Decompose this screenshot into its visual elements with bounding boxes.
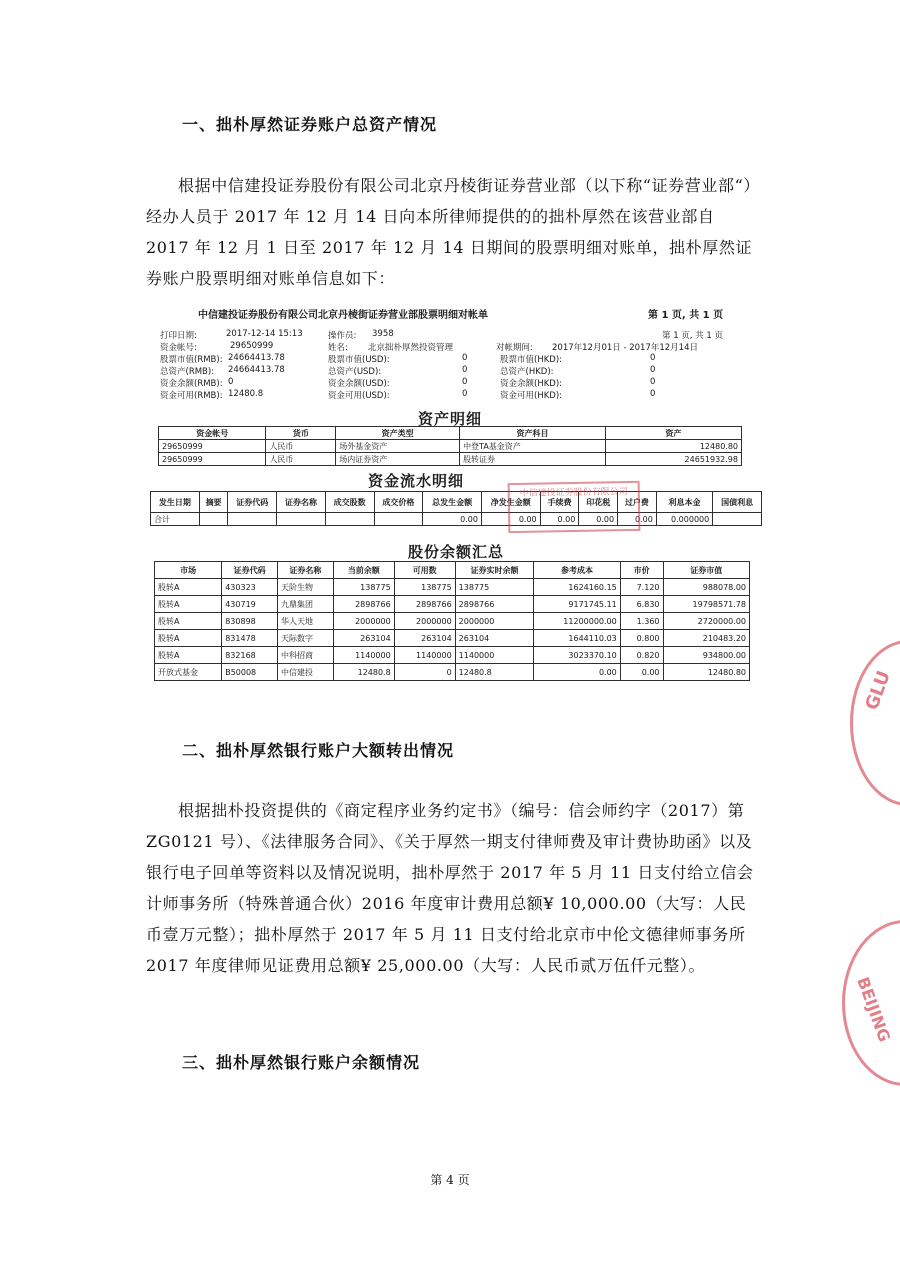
table-row — [155, 664, 750, 681]
table-cell: 263104 — [455, 630, 534, 647]
assets-title: 资产明细 — [418, 410, 483, 428]
table-cell: 股转A — [155, 613, 222, 630]
summary-value: 0 — [228, 377, 234, 387]
table-cell: 263104 — [333, 630, 394, 647]
table-header-cell: 利息本金 — [656, 492, 712, 513]
table-header-cell: 证券代码 — [222, 562, 278, 579]
summary-value: 0 — [462, 389, 468, 399]
account-label: 资金帐号: — [160, 343, 197, 353]
table-cell: 0.000000 — [656, 513, 712, 526]
table-header-cell: 资金帐号 — [159, 427, 266, 440]
table-row — [155, 613, 750, 630]
table-header-cell: 证券名称 — [277, 562, 333, 579]
table-cell: 832168 — [222, 647, 278, 664]
table-cell: 29650999 — [159, 440, 266, 453]
table-cell — [199, 513, 228, 526]
table-cell: 138775 — [333, 579, 394, 596]
section1-heading: 一、拙朴厚然证券账户总资产情况 — [182, 115, 438, 134]
summary-label: 资金可用(RMB): — [160, 391, 223, 401]
table-cell: 0 — [394, 664, 455, 681]
table-header-cell: 可用数 — [394, 562, 455, 579]
table-row — [159, 440, 742, 453]
summary-label: 总资产(HKD): — [500, 367, 554, 377]
summary-value: 0 — [462, 353, 468, 363]
summary-label: 股票市值(HKD): — [500, 355, 563, 365]
section3-heading: 三、拙朴厚然银行账户余额情况 — [182, 1053, 421, 1072]
table-cell: 2000000 — [455, 613, 534, 630]
table-cell: 九鼎集团 — [277, 596, 333, 613]
table-cell: 场外基金资产 — [336, 440, 460, 453]
summary-label: 资金余额(HKD): — [500, 379, 563, 389]
table-cell: 934800.00 — [663, 647, 750, 664]
table-cell: 12480.80 — [663, 664, 750, 681]
table-cell: 1.360 — [620, 613, 663, 630]
table-cell: 430719 — [222, 596, 278, 613]
table-cell: 29650999 — [159, 453, 266, 466]
summary-value: 0 — [650, 353, 656, 363]
statement-page-top: 第 1 页, 共 1 页 — [648, 310, 724, 321]
table-row — [155, 630, 750, 647]
table-cell — [713, 513, 762, 526]
table-cell: 1140000 — [394, 647, 455, 664]
table-cell: 831478 — [222, 630, 278, 647]
summary-label: 资金可用(USD): — [328, 391, 390, 401]
table-cell: 138775 — [394, 579, 455, 596]
table-cell: 股转A — [155, 647, 222, 664]
table-cell: 中登TA基金资产 — [460, 440, 606, 453]
table-cell: 11200000.00 — [534, 613, 620, 630]
table-header-cell: 总发生金额 — [423, 492, 482, 513]
table-cell: 中科招商 — [277, 647, 333, 664]
table-row — [155, 647, 750, 664]
table-header-cell: 市价 — [620, 562, 663, 579]
name: 北京拙朴厚然投资管理 — [368, 343, 454, 353]
table-cell: 2898766 — [455, 596, 534, 613]
table-cell: 华人天地 — [277, 613, 333, 630]
table-cell: 0.800 — [620, 630, 663, 647]
statement-scan — [150, 298, 762, 696]
table-cell: 12480.8 — [455, 664, 534, 681]
table-cell: 430323 — [222, 579, 278, 596]
statement-title: 中信建投证券股份有限公司北京丹棱街证券营业部股票明细对帐单 — [198, 310, 488, 321]
table-cell: 3023370.10 — [534, 647, 620, 664]
cashflow-title: 资金流水明细 — [368, 472, 465, 490]
table-cell: 0.00 — [540, 513, 579, 526]
table-cell: 138775 — [455, 579, 534, 596]
table-row — [155, 596, 750, 613]
table-cell: 988078.00 — [663, 579, 750, 596]
table-header-row — [151, 492, 762, 513]
table-row — [151, 513, 762, 526]
table-header-cell: 手续费 — [540, 492, 579, 513]
operator: 3958 — [372, 329, 394, 339]
table-header-cell: 成交价格 — [374, 492, 423, 513]
assets-table — [158, 426, 742, 466]
table-cell: 1644110.03 — [534, 630, 620, 647]
table-header-cell: 印花税 — [579, 492, 618, 513]
summary-label: 资金余额(USD): — [328, 379, 390, 389]
summary-value: 0 — [462, 377, 468, 387]
table-cell: 中信建投 — [277, 664, 333, 681]
table-cell: 天阶生物 — [277, 579, 333, 596]
operator-label: 操作员: — [328, 331, 357, 341]
table-cell: 12480.8 — [333, 664, 394, 681]
table-header-cell: 证券名称 — [277, 492, 326, 513]
summary-value: 0 — [650, 365, 656, 375]
table-cell: 12480.80 — [605, 440, 741, 453]
table-cell: 19798571.78 — [663, 596, 750, 613]
summary-label: 总资产(USD): — [328, 367, 382, 377]
table-cell: 830898 — [222, 613, 278, 630]
table-cell: 9171745.11 — [534, 596, 620, 613]
page-number: 第 4 页 — [430, 1173, 470, 1187]
table-cell: 2000000 — [333, 613, 394, 630]
period: 2017年12月01日 - 2017年12月14日 — [552, 343, 698, 353]
print-date-label: 打印日期: — [160, 331, 197, 341]
table-cell: 0.00 — [534, 664, 620, 681]
section1-paragraph — [146, 170, 762, 294]
table-cell: 0.820 — [620, 647, 663, 664]
table-row — [159, 453, 742, 466]
table-header-row — [155, 562, 750, 579]
table-header-cell: 发生日期 — [151, 492, 200, 513]
summary-label: 资金余额(RMB): — [160, 379, 223, 389]
table-cell: 2898766 — [394, 596, 455, 613]
table-cell: 0.00 — [620, 664, 663, 681]
summary-label: 资金可用(HKD): — [500, 391, 563, 401]
table-header-cell: 市场 — [155, 562, 222, 579]
table-cell: 0.00 — [579, 513, 618, 526]
table-cell: 开放式基金 — [155, 664, 222, 681]
table-cell: 1140000 — [333, 647, 394, 664]
account: 29650999 — [230, 341, 274, 351]
table-cell: 场内证券资产 — [336, 453, 460, 466]
stamp-text: 中信建投证券股份有限公司 — [519, 487, 628, 499]
table-header-cell: 净发生金额 — [481, 492, 540, 513]
seal-top-text: GLU — [861, 668, 895, 713]
seal-bottom-text: BEIJING — [853, 974, 895, 1045]
table-row — [155, 579, 750, 596]
summary-label: 股票市值(USD): — [328, 355, 390, 365]
table-header-cell: 当前余额 — [333, 562, 394, 579]
table-cell: 2720000.00 — [663, 613, 750, 630]
holdings-table — [154, 561, 750, 681]
summary-value: 12480.8 — [228, 389, 264, 399]
seal-fragment-top — [850, 640, 900, 806]
table-cell: 天际数字 — [277, 630, 333, 647]
name-label: 姓名: — [328, 343, 348, 353]
table-header-cell: 证券实时余额 — [455, 562, 534, 579]
table-header-cell: 成交股数 — [325, 492, 374, 513]
table-cell: 24651932.98 — [605, 453, 741, 466]
summary-label: 股票市值(RMB): — [160, 355, 223, 365]
table-header-cell: 参考成本 — [534, 562, 620, 579]
statement-page-right: 第 1 页, 共 1 页 — [662, 331, 724, 341]
table-cell: B50008 — [222, 664, 278, 681]
table-cell: 人民币 — [266, 453, 336, 466]
table-cell: 2898766 — [333, 596, 394, 613]
table-cell: 2000000 — [394, 613, 455, 630]
table-cell: 210483.20 — [663, 630, 750, 647]
section2-heading: 二、拙朴厚然银行账户大额转出情况 — [182, 741, 455, 760]
table-cell: 股转A — [155, 630, 222, 647]
statement-stamp — [508, 481, 641, 533]
holdings-title: 股份余额汇总 — [408, 543, 505, 561]
cashflow-table — [150, 491, 762, 526]
table-cell: 263104 — [394, 630, 455, 647]
table-cell — [228, 513, 277, 526]
table-cell: 7.120 — [620, 579, 663, 596]
summary-value: 24664413.78 — [228, 365, 285, 375]
section2-paragraph — [146, 795, 762, 981]
table-header-cell: 资产科目 — [460, 427, 606, 440]
section1-text: 根据中信建投证券股份有限公司北京丹棱街证券营业部（以下称“证券营业部“）经办人员于 2017 年 12 月 14 日向本所律师提供的的拙朴厚然在该营业部自 2017 年 12 月 1 日至 2017 年 12 月 14 日期间的股票明细对账单，拙朴厚然证券账户股票明细对账单信息如下： — [146, 176, 760, 288]
table-cell — [277, 513, 326, 526]
table-cell — [325, 513, 374, 526]
table-header-cell: 摘要 — [199, 492, 228, 513]
summary-value: 0 — [650, 377, 656, 387]
summary-value: 24664413.78 — [228, 353, 285, 363]
table-cell: 6.830 — [620, 596, 663, 613]
table-header-cell: 过户费 — [618, 492, 657, 513]
print-date: 2017-12-14 15:13 — [226, 329, 303, 339]
table-cell: 0.00 — [423, 513, 482, 526]
table-cell: 1624160.15 — [534, 579, 620, 596]
summary-value: 0 — [462, 365, 468, 375]
table-cell: 1140000 — [455, 647, 534, 664]
summary-value: 0 — [650, 389, 656, 399]
table-header-cell: 货币 — [266, 427, 336, 440]
table-cell: 合计 — [151, 513, 200, 526]
table-header-cell: 资产类型 — [336, 427, 460, 440]
table-cell: 股转A — [155, 596, 222, 613]
table-cell: 股转A — [155, 579, 222, 596]
section2-text: 根据拙朴投资提供的《商定程序业务约定书》（编号：信会师约字（2017）第 ZG0121 号）、《法律服务合同》、《关于厚然一期支付律师费及审计费协助函》以及银行电子回单等资料以及情况说明，拙朴厚然于 2017 年 5 月 11 日支付给立信会计师事务所（特殊普通合伙）2016 年度审计费用总额¥ 10,000.00（大写：人民币壹万元整）；拙朴厚然于 2017 年 5 月 11 日支付给北京市中伦文德律师事务所 2017 年度律师见证费用总额¥ 25,000.00（大写：人民币贰万伍仟元整）。 — [146, 801, 754, 975]
table-header-cell: 国债利息 — [713, 492, 762, 513]
table-header-cell: 证券市值 — [663, 562, 750, 579]
table-cell — [374, 513, 423, 526]
table-header-cell: 证券代码 — [228, 492, 277, 513]
period-label: 对帐期间: — [496, 343, 533, 353]
table-cell: 人民币 — [266, 440, 336, 453]
table-cell: 0.00 — [481, 513, 540, 526]
summary-label: 总资产(RMB): — [160, 367, 215, 377]
table-header-row — [159, 427, 742, 440]
table-cell: 股转证券 — [460, 453, 606, 466]
table-header-cell: 资产 — [605, 427, 741, 440]
table-cell: 0.00 — [618, 513, 657, 526]
